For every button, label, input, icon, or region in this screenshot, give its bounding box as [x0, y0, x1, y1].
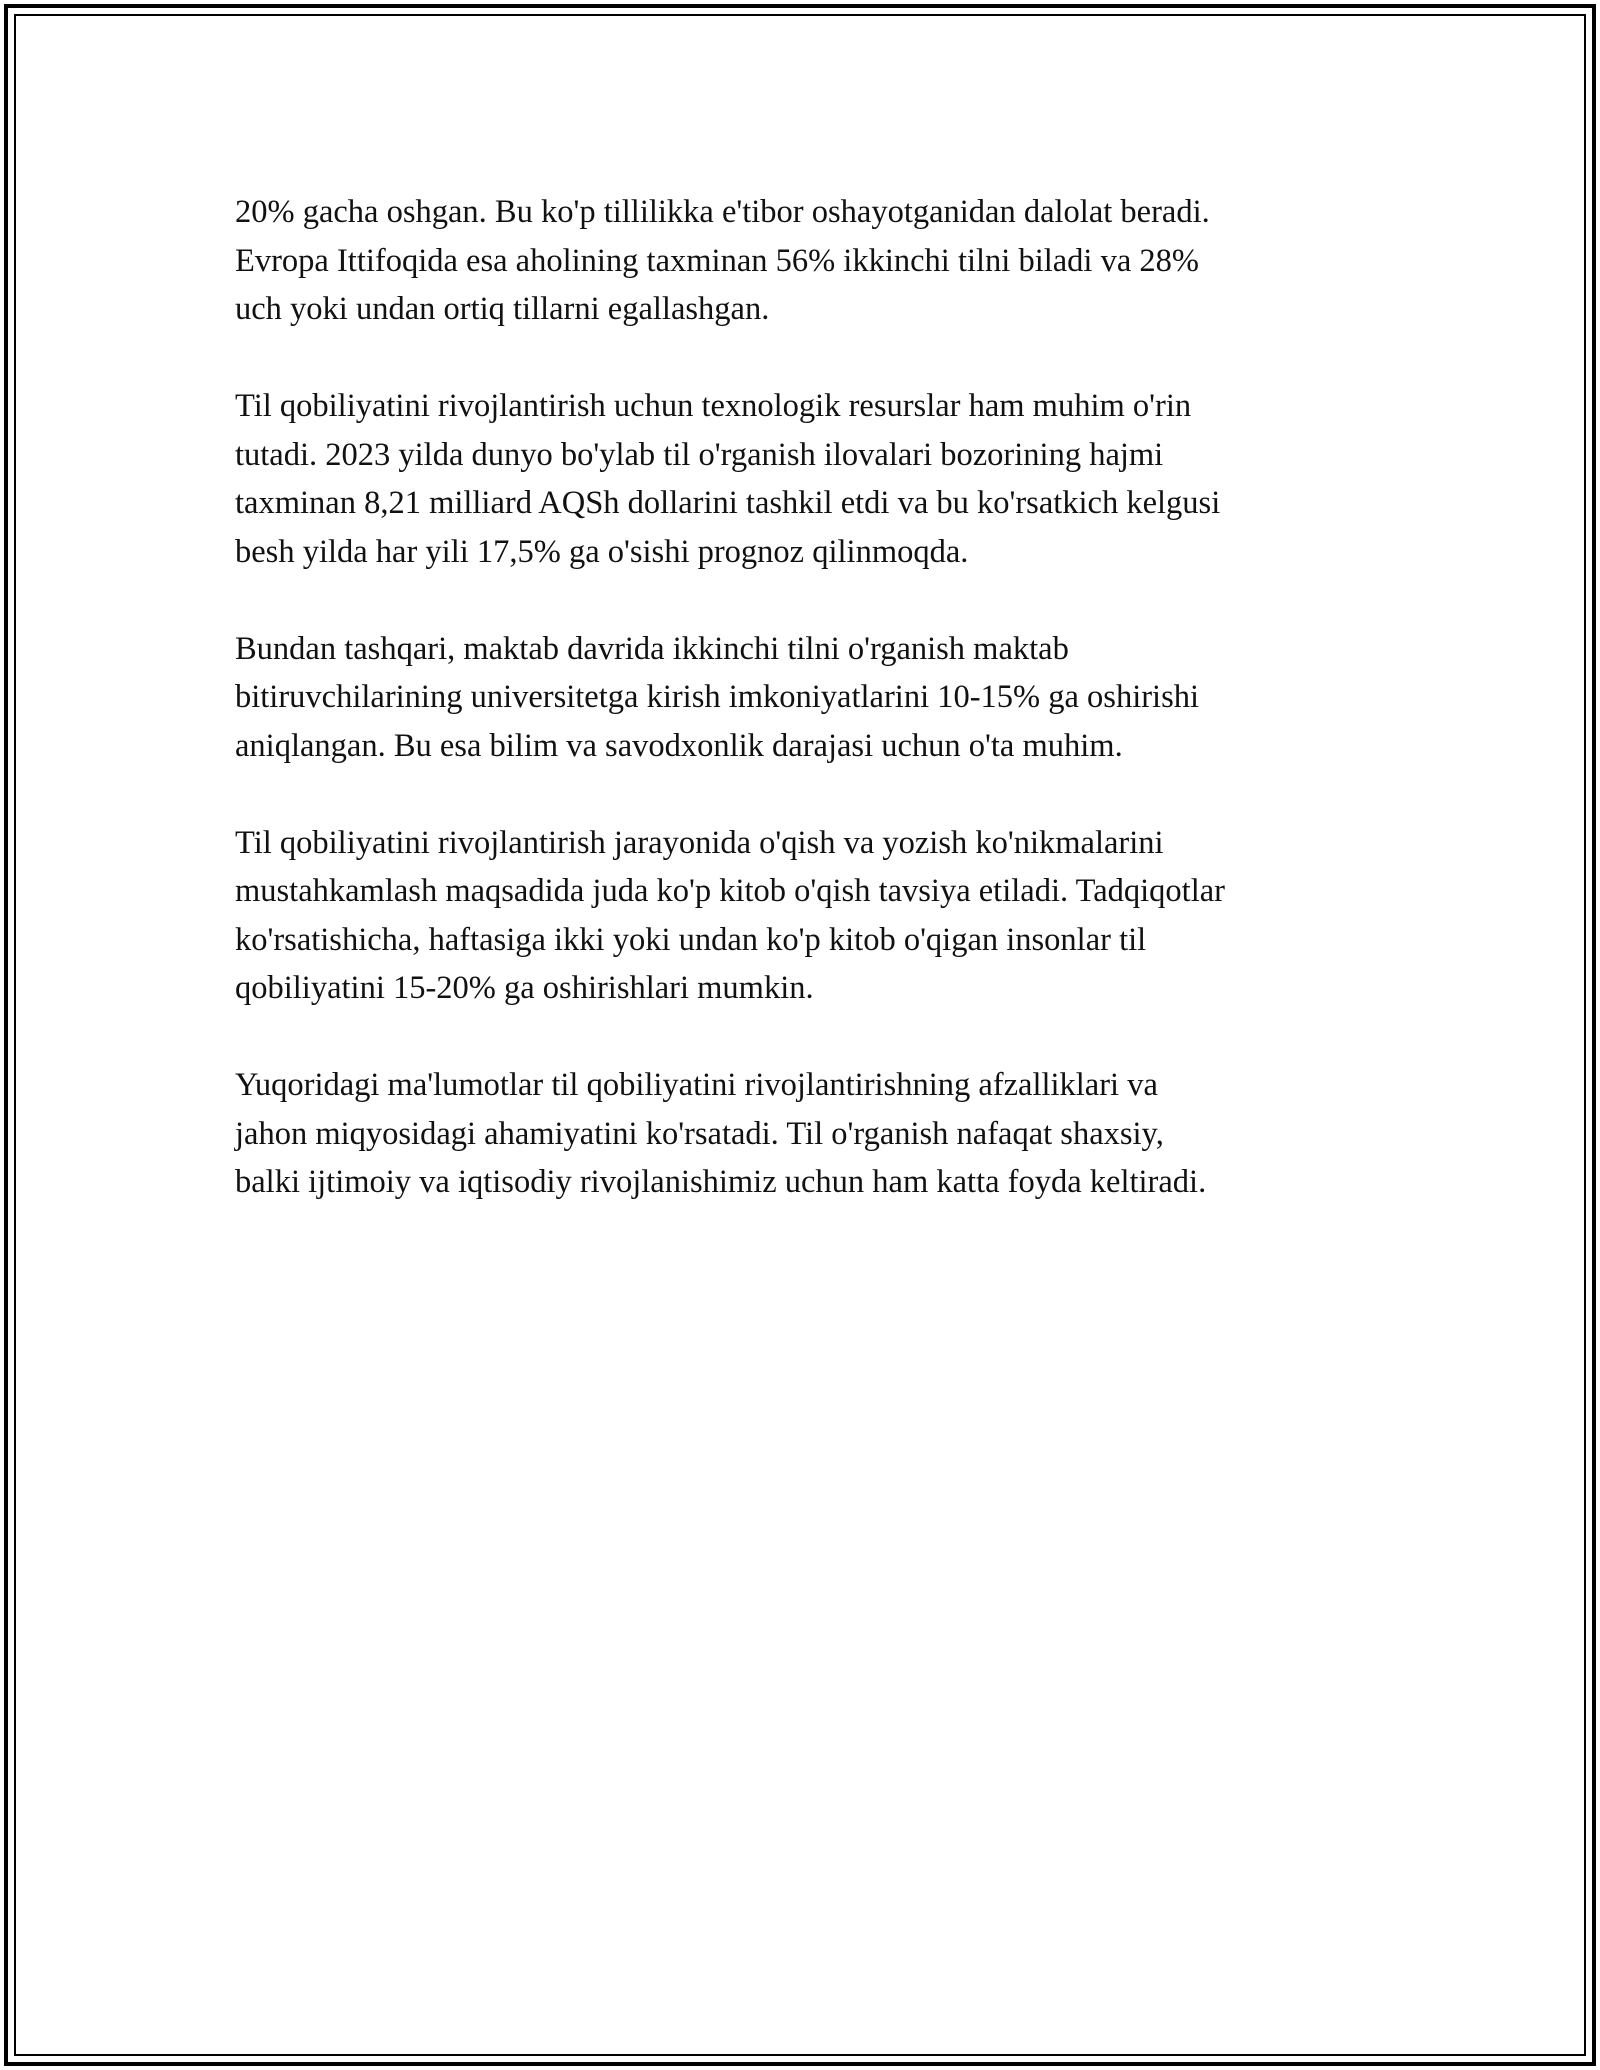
- paragraph-3: Bundan tashqari, maktab davrida ikkinchi tilni o'rganish maktab bitiruvchilarining universitetga kirish imkoniyatlarini 10-15% ga oshirishi aniqlangan. Bu esa bilim va savodxonlik darajasi uchun o'ta muhim.: [235, 630, 1200, 764]
- document-body: [235, 188, 1385, 1255]
- paragraph-4: Til qobiliyatini rivojlantirish jarayonida o'qish va yozish ko'nikmalarini mustahkamlash maqsadida juda ko'p kitob o'qish tavsiya etiladi. Tadqiqotlar ko'rsatishicha, haftasiga ikki yoki undan ko'p kitob o'qigan insonlar til qobiliyatini 15-20% ga oshirishlari mumkin.: [235, 824, 1225, 1006]
- paragraph-5: Yuqoridagi ma'lumotlar til qobiliyatini rivojlantirishning afzalliklari va jahon miqyosidagi ahamiyatini ko'rsatadi. Til o'rganish nafaqat shaxsiy, balki ijtimoiy va iqtisodiy rivojlanishimiz uchun ham katta foyda keltiradi.: [235, 1067, 1207, 1200]
- paragraph-2: Til qobiliyatini rivojlantirish uchun texnologik resurslar ham muhim o'rin tutadi. 2023 yilda dunyo bo'ylab til o'rganish ilovalari bozorining hajmi taxminan 8,21 milliard AQSh dollarini tashkil etdi va bu ko'rsatkich kelgusi besh yilda har yili 17,5% ga o'sishi prognoz qilinmoqda.: [235, 388, 1221, 570]
- paragraph-1: 20% gacha oshgan. Bu ko'p tillilikka e'tibor oshayotganidan dalolat beradi. Evropa Ittifoqida esa aholining taxminan 56% ikkinchi tilni biladi va 28% uch yoki undan ortiq tillarni egallashgan.: [235, 194, 1210, 327]
